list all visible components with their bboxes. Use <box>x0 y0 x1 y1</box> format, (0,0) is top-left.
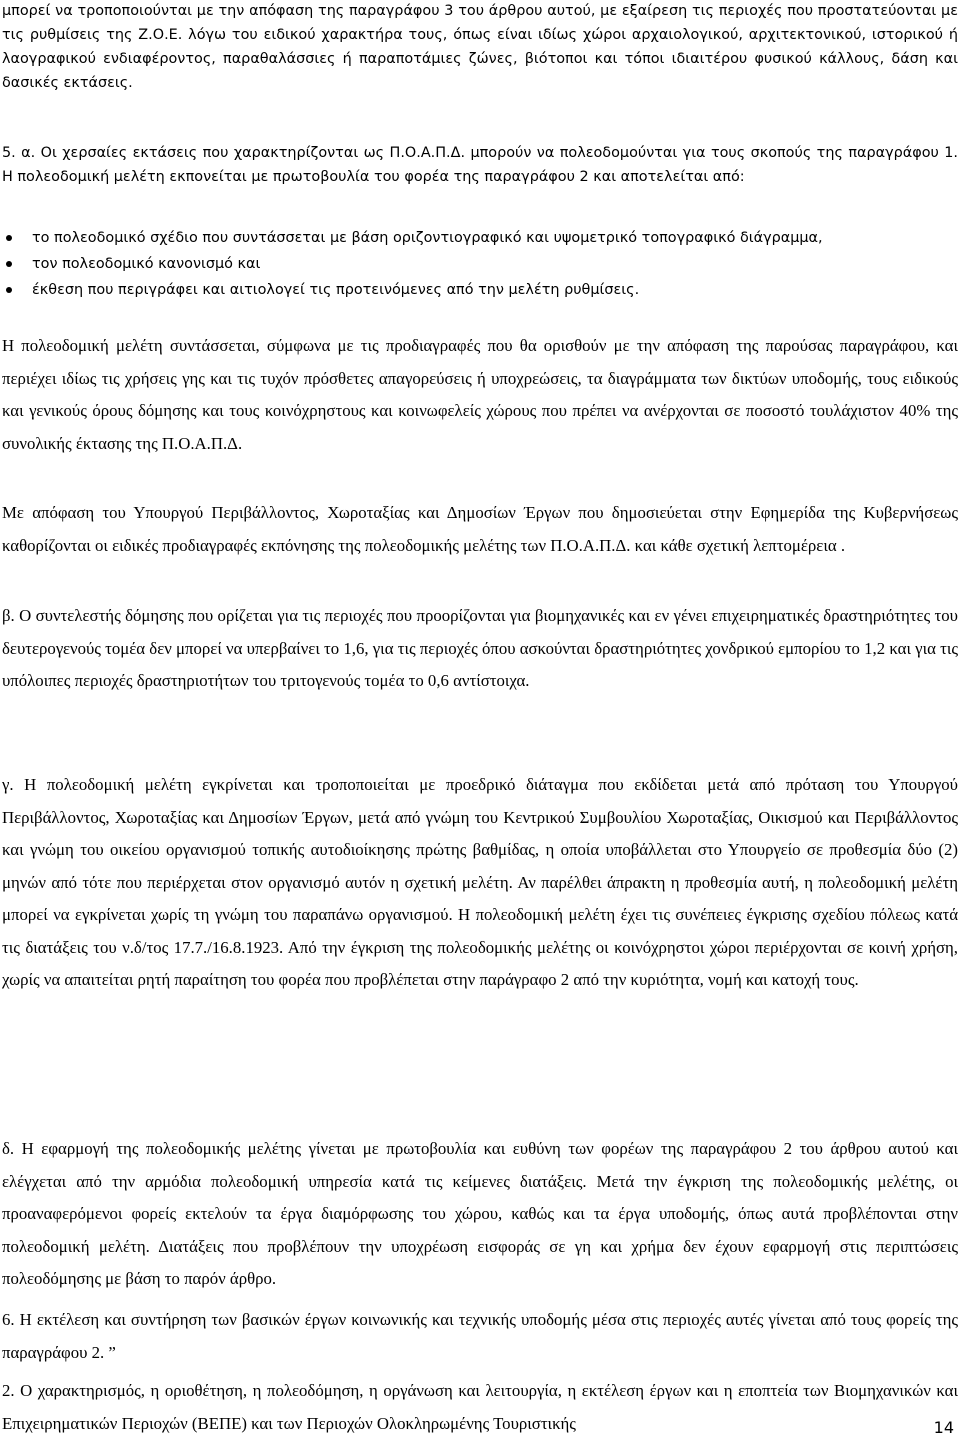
paragraph-intro: μπορεί να τροποποιούνται με την απόφαση της παραγράφου 3 του άρθρου αυτού, με εξαίρεση τις περιοχές που προστατεύονται με τις ρυθμίσεις της Ζ.Ο.Ε. λόγω του ειδικού χαρακτήρα τους, όπως είναι ιδίως χώροι αρχαιολογικού, αρχιτεκτονικού, ιστορικού ή λαογραφικού ενδιαφέροντος, παραθαλάσσιες ή παραποτάμιες ζώνες, βιότοποι και τόποι ιδιαιτέρου φυσικού κάλλους, δάση και δασικές εκτάσεις. <box>2 3 958 91</box>
paragraph-6: 6. Η εκτέλεση και συντήρηση των βασικών έργων κοινωνικής και τεχνικής υποδομής μέσα στις περιοχές αυτές γίνεται από τους φορείς της παραγράφου 2. ” <box>2 1310 958 1362</box>
paragraph-study-contents: Η πολεοδομική μελέτη συντάσσεται, σύμφωνα με τις προδιαγραφές που θα ορισθούν με την απόφαση της παρούσας παραγράφου, και περιέχει ιδίως τις χρήσεις γης και τις τυχόν πρόσθετες απαγορεύσεις ή υποχρεώσεις, τα διαγράμματα των δικτύων υποδομής, τους ειδικούς και γενικούς όρους δόμησης και τους κοινόχρηστους και κοινωφελείς χώρους που πρέπει να ανέρχονται σε ποσοστό τουλάχιστον 40% της συνολικής έκτασης της Π.Ο.Α.Π.Δ. <box>2 336 958 453</box>
paragraph-5d: δ. Η εφαρμογή της πολεοδομικής μελέτης γίνεται με πρωτοβουλία και ευθύνη των φορέων της παραγράφου 2 του άρθρου αυτού και ελέγχεται από την αρμόδια πολεοδομική υπηρεσία κατά τις κείμενες διατάξεις. Μετά την έγκριση της πολεοδομικής μελέτης, οι προαναφερόμενοι φορείς εκτελούν τα έργα διαμόρφωσης του χώρου, καθώς και τα έργα υποδομής, όπως αυτά προβλέπονται στην πολεοδομική μελέτη. Διατάξεις που προβλέπουν την υποχρέωση εισφοράς σε γη και χρήμα δεν έχουν εφαρμογή στις περιπτώσεις πολεοδόμησης με βάση το παρόν άρθρο. <box>2 1139 958 1288</box>
list-item-text: έκθεση που περιγράφει και αιτιολογεί τις προτεινόμενες από την μελέτη ρυθμίσεις. <box>32 282 640 298</box>
list-item-text: το πολεοδομικό σχέδιο που συντάσσεται με βάση οριζοντιογραφικό και υψομετρικό τοπογραφικό διάγραμμα, <box>32 230 823 246</box>
bullet-icon <box>6 235 12 241</box>
list-item <box>2 252 958 278</box>
paragraph-5c: γ. Η πολεοδομική μελέτη εγκρίνεται και τροποποιείται με προεδρικό διάταγμα που εκδίδεται μετά από πρόταση του Υπουργού Περιβάλλοντος, Χωροταξίας και Δημοσίων Έργων, μετά από γνώμη του Κεντρικού Συμβουλίου Χωροταξίας, Οικισμού και Περιβάλλοντος και γνώμη του οικείου οργανισμού τοπικής αυτοδιοίκησης πρώτης βαθμίδας, η οποία υποβάλλεται στο Υπουργείο σε προθεσμία δύο (2) μηνών από τότε που περιέρχεται στον οργανισμό αυτόν η σχετική μελέτη. Αν παρέλθει άπρακτη η προθεσμία αυτή, η πολεοδομική μελέτη μπορεί να εγκρίνεται χωρίς τη γνώμη του παραπάνω οργανισμού. Η πολεοδομική μελέτη έχει τις συνέπειες έγκρισης σχεδίου πόλεως κατά τις διατάξεις του ν.δ/τος 17.7./16.8.1923. Από την έγκριση της πολεοδομικής μελέτης οι κοινόχρηστοι χώροι περιέρχονται σε κοινή χρήση, χωρίς να απαιτείται ρητή παραίτηση του φορέα που προβλέπεται στην παράγραφο 2 από την κυριότητα, νομή και κατοχή τους. <box>2 775 958 989</box>
page-number: 14 <box>933 1418 954 1437</box>
bullet-icon <box>6 287 12 293</box>
paragraph-ministerial-decision: Με απόφαση του Υπουργού Περιβάλλοντος, Χωροταξίας και Δημοσίων Έργων που δημοσιεύεται στην Εφημερίδα της Κυβερνήσεως καθορίζονται οι ειδικές προδιαγραφές εκπόνησης της πολεοδομικής μελέτης των Π.Ο.Α.Π.Δ. και κάθε σχετική λεπτομέρεια . <box>2 503 958 555</box>
paragraph-5a: 5. α. Οι χερσαίες εκτάσεις που χαρακτηρίζονται ως Π.Ο.Α.Π.Δ. μπορούν να πολεοδομούνται για τους σκοπούς της παραγράφου 1. Η πολεοδομική μελέτη εκπονείται με πρωτοβουλία του φορέα της παραγράφου 2 και αποτελείται από: <box>2 145 958 185</box>
list-item <box>2 226 958 252</box>
paragraph-5b: β. Ο συντελεστής δόμησης που ορίζεται για τις περιοχές που προορίζονται για βιομηχανικές και εν γένει επιχειρηματικές δραστηριότητες του δευτερογενούς τομέα δεν μπορεί να υπερβαίνει το 1,6, για τις περιοχές όπου ασκούνται δραστηριότητες χονδρικού εμπορίου το 1,2 και για τις υπόλοιπες περιοχές δραστηριοτήτων του τριτογενούς τομέα το 0,6 αντίστοιχα. <box>2 606 958 690</box>
list-item-text: τον πολεοδομικό κανονισμό και <box>32 256 261 272</box>
bullet-icon <box>6 261 12 267</box>
list-item <box>2 278 958 304</box>
bullet-list <box>2 226 958 304</box>
paragraph-2: 2. Ο χαρακτηρισμός, η οριοθέτηση, η πολεοδόμηση, η οργάνωση και λειτουργία, η εκτέλεση έργων και η εποπτεία των Βιομηχανικών και Επιχειρηματικών Περιοχών (ΒΕΠΕ) και των Περιοχών Ολοκληρωμένης Τουριστικής <box>2 1381 958 1433</box>
